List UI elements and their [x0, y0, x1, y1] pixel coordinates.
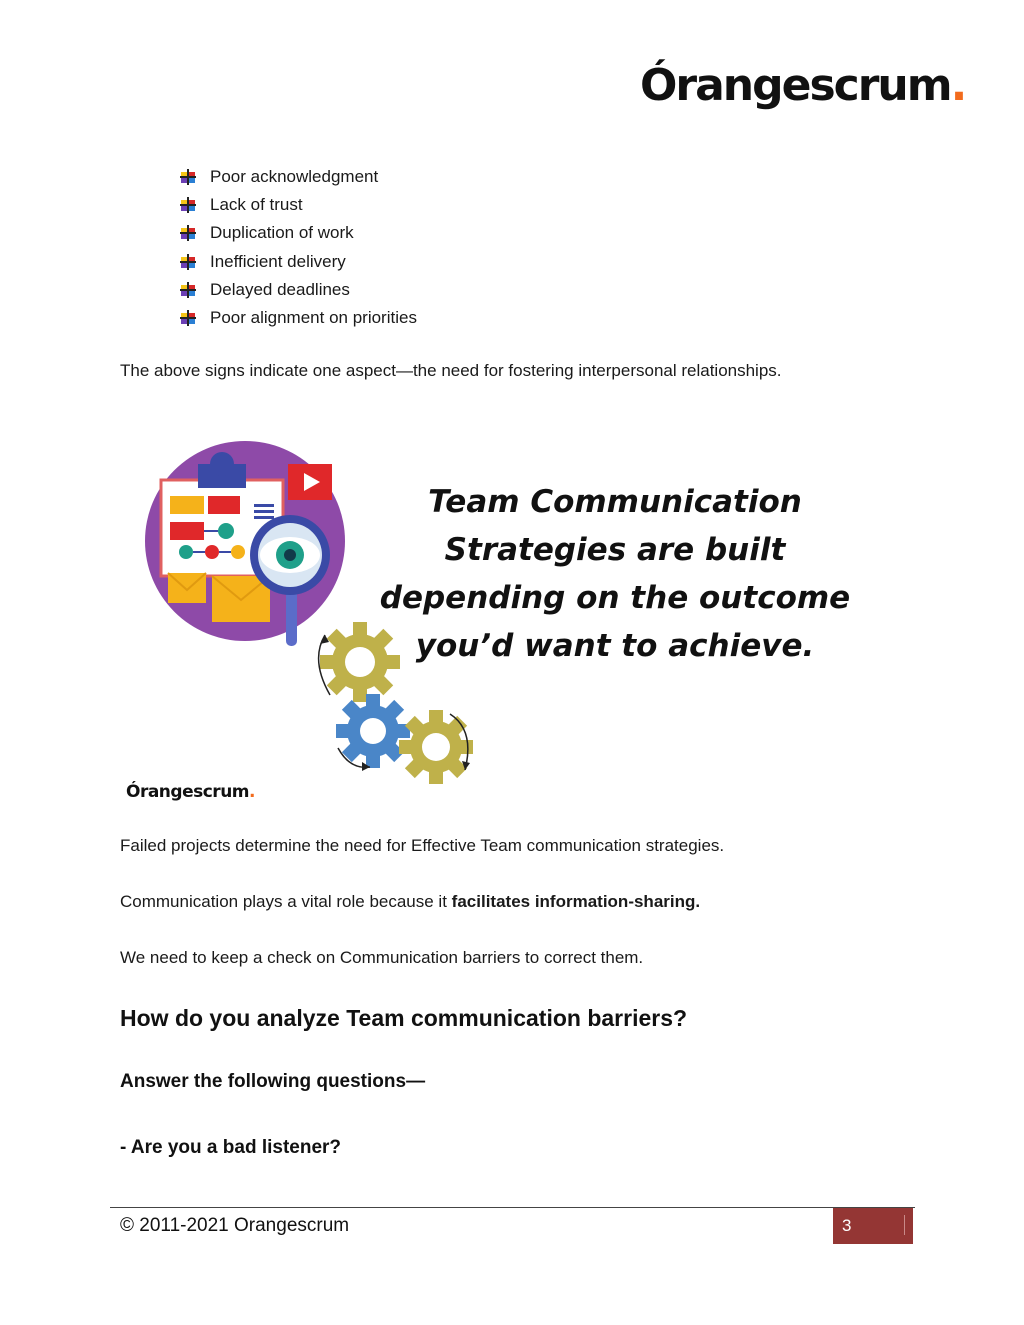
list-item: Lack of trust: [180, 191, 417, 219]
question-heading: - Are you a bad listener?: [120, 1137, 342, 1158]
list-item: Poor acknowledgment: [180, 163, 417, 191]
footer-divider: [110, 1207, 915, 1208]
bullet-icon: [180, 197, 196, 213]
figure-logo: Órangescrum.: [126, 782, 255, 802]
figure-heading: Team Communication Strategies are built depending on the outcome you’d want to achieve.: [379, 484, 851, 664]
bullet-icon: [180, 254, 196, 270]
list-item: Poor alignment on priorities: [180, 304, 417, 332]
list-item: Delayed deadlines: [180, 276, 417, 304]
bullet-icon: [180, 310, 196, 326]
logo-text: Órangescrum.: [640, 60, 966, 111]
page-number: 3: [833, 1208, 913, 1244]
list-item: Inefficient delivery: [180, 248, 417, 276]
keep-check-paragraph: We need to keep a check on Communication barriers to correct them.: [120, 948, 644, 967]
list-item: Duplication of work: [180, 219, 417, 247]
bullet-list: [180, 163, 417, 332]
section-subheading: Answer the following questions—: [120, 1071, 426, 1092]
orangescrum-logo: [640, 60, 966, 140]
vital-role-paragraph: Communication plays a vital role because it facilitates information-sharing.: [120, 892, 701, 911]
footer-copyright: © 2011-2021 Orangescrum: [120, 1215, 350, 1236]
section-heading: How do you analyze Team communication barriers?: [120, 1005, 688, 1031]
bullet-icon: [180, 282, 196, 298]
signs-note-paragraph: The above signs indicate one aspect—the need for fostering interpersonal relationships.: [120, 361, 782, 380]
bullet-icon: [180, 225, 196, 241]
bullet-icon: [180, 169, 196, 185]
team-communication-illustration: [120, 430, 890, 815]
failed-projects-paragraph: Failed projects determine the need for Effective Team communication strategies.: [120, 836, 725, 855]
